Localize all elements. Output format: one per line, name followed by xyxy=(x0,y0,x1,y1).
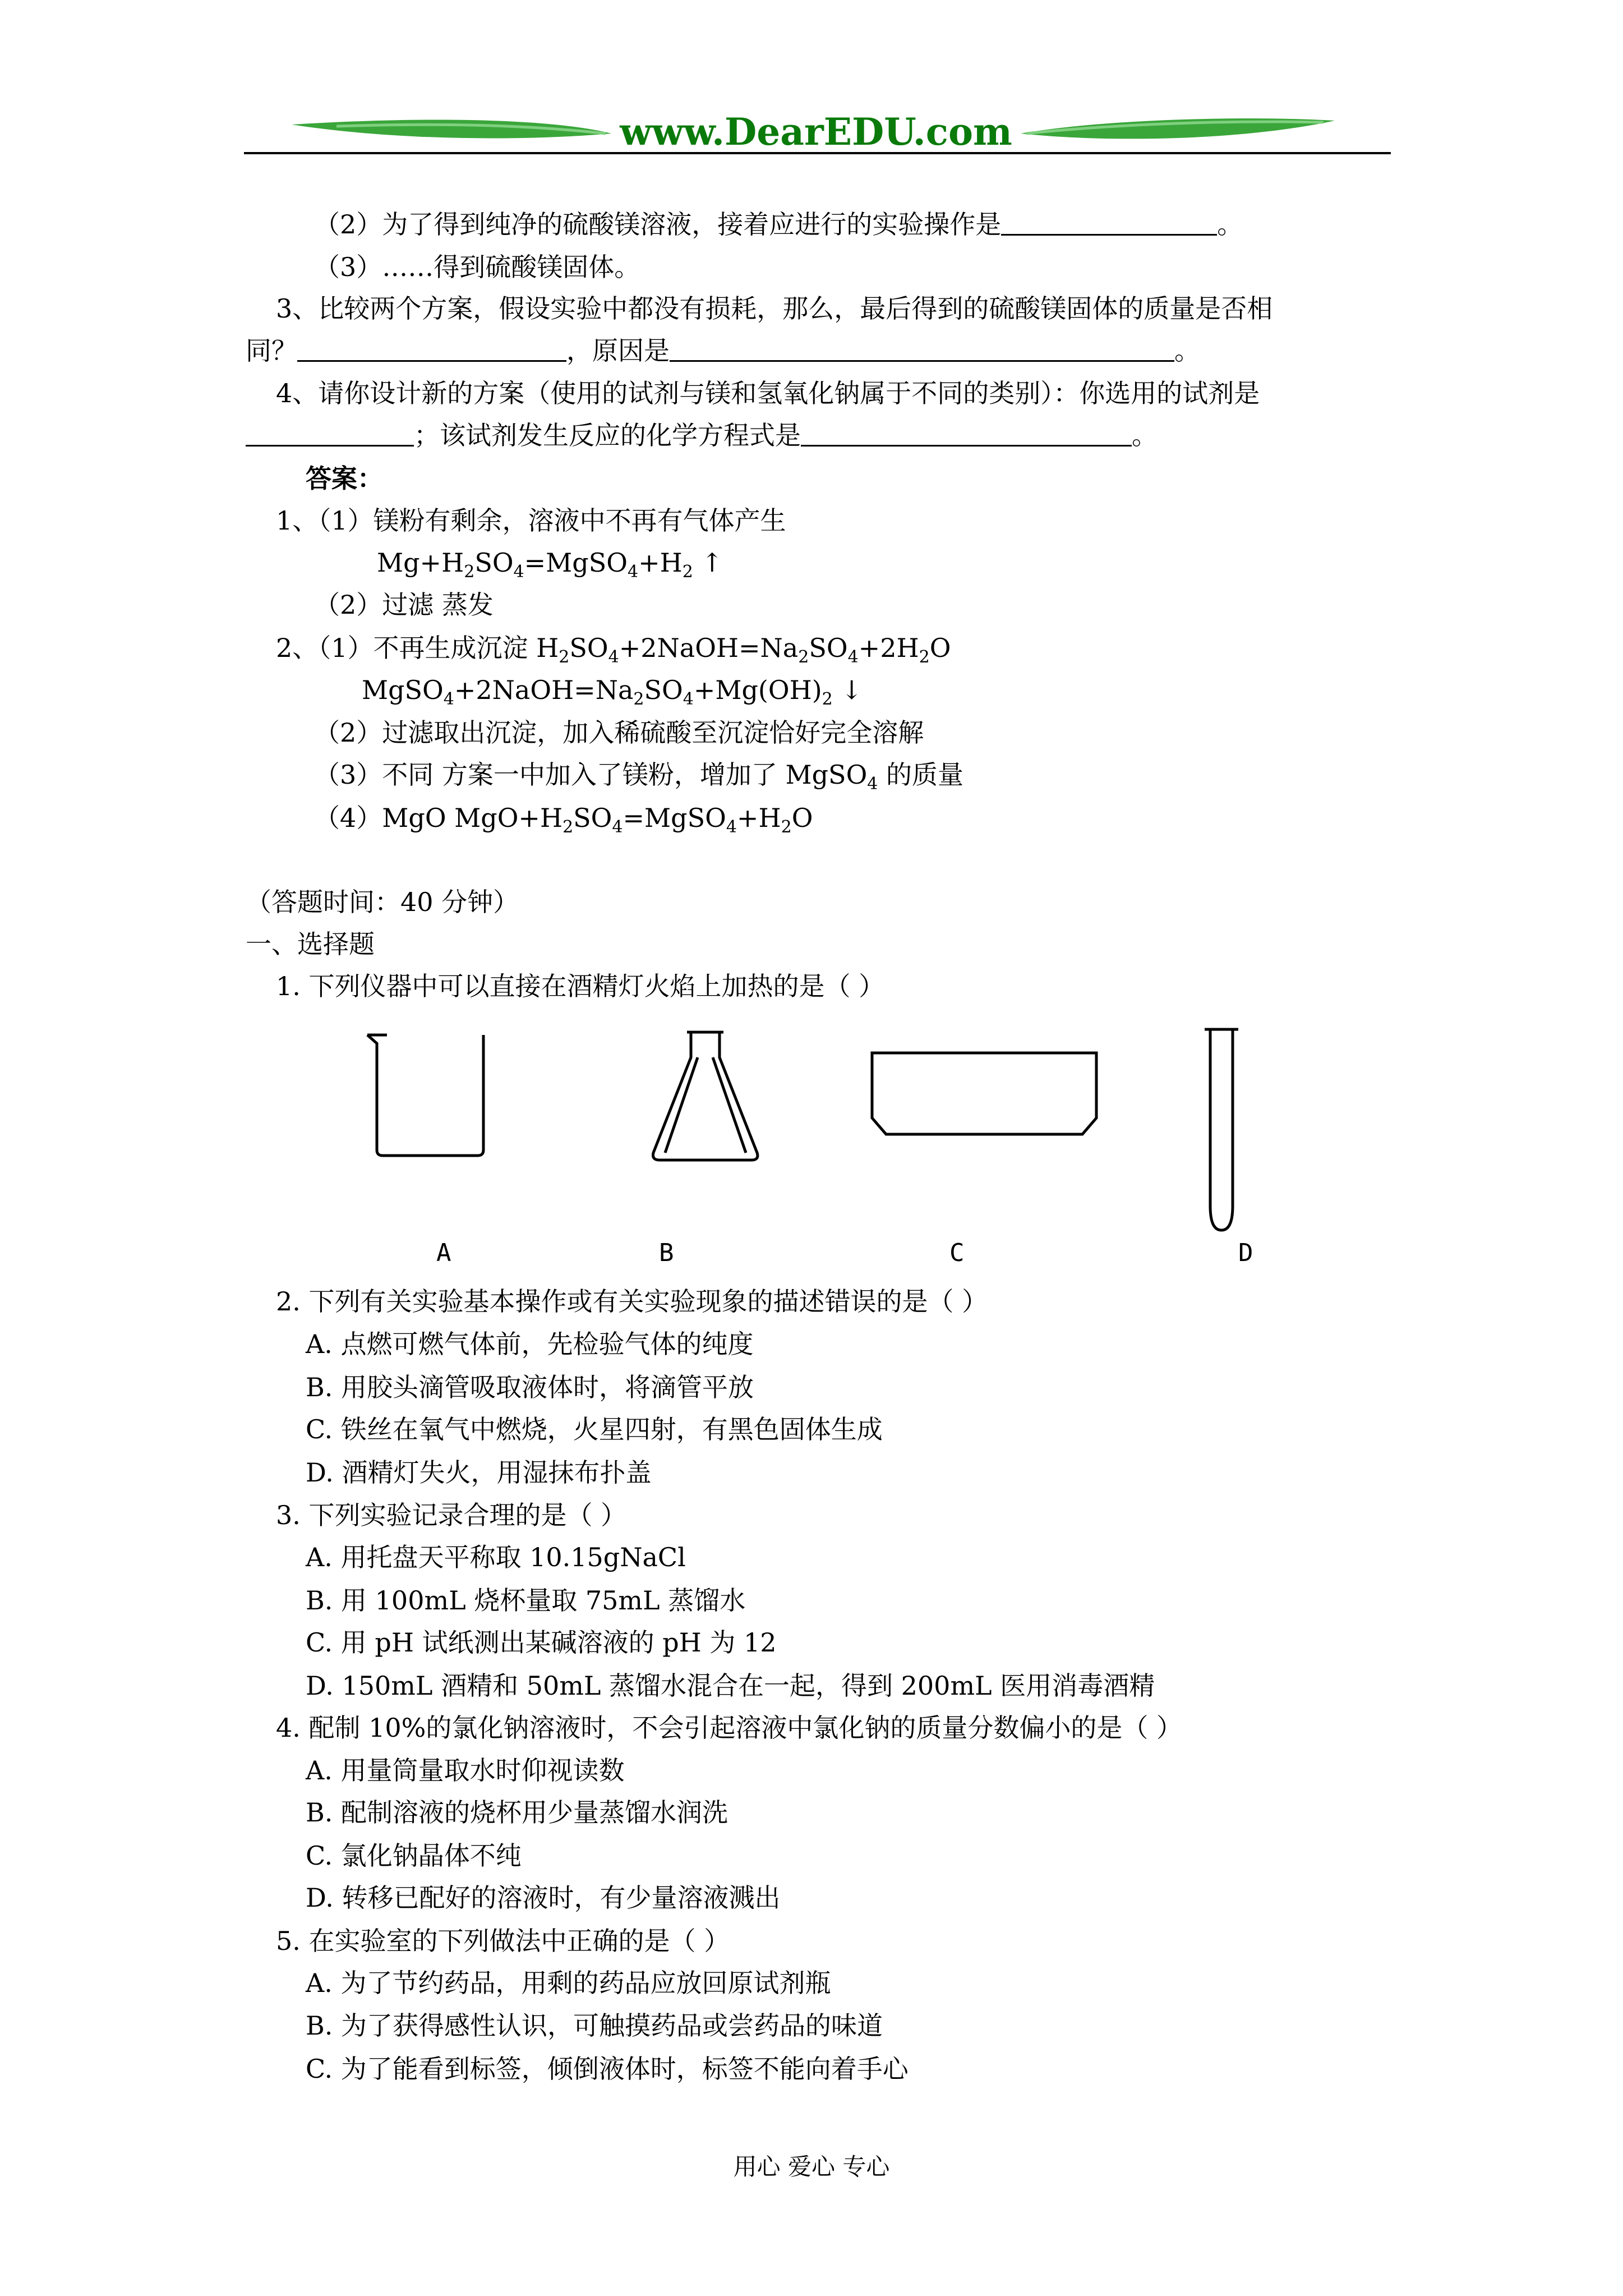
test-tube-icon xyxy=(1205,1029,1238,1230)
question-5: 5. 在实验室的下列做法中正确的是（ ） xyxy=(276,1926,730,1956)
option-label-d: D xyxy=(1238,1239,1253,1267)
text-line: ；该试剂发生反应的化学方程式是 。 xyxy=(246,420,1158,451)
option: B. 为了获得感性认识，可触摸药品或尝药品的味道 xyxy=(306,2010,883,2041)
option: A. 为了节约药品，用剩的药品应放回原试剂瓶 xyxy=(306,1968,831,1998)
answer-line: 1、（1）镁粉有剩余，溶液中不再有气体产生 xyxy=(276,505,786,536)
equation: $MgSO_4+2NaOH=Na_2SO_4+Mg(OH)_2$ ↓ xyxy=(362,675,863,709)
question-3: 3. 下列实验记录合理的是（ ） xyxy=(276,1500,627,1530)
text-line: （2）为了得到纯净的硫酸镁溶液，接着应进行的实验操作是 。 xyxy=(314,209,1243,240)
text-line: 4、请你设计新的方案（使用的试剂与镁和氢氧化钠属于不同的类别）：你选用的试剂是 xyxy=(276,378,1260,408)
option: C. 为了能看到标签，倾倒液体时，标签不能向着手心 xyxy=(306,2054,909,2084)
answer-line: 2、（1）不再生成沉淀 $H_2SO_4+2NaOH=Na_2SO_4+2H_2O$ xyxy=(276,633,951,667)
text-line: 3、比较两个方案，假设实验中都没有损耗，那么，最后得到的硫酸镁固体的质量是否相 xyxy=(276,293,1273,324)
option: A. 用托盘天平称取 10.15gNaCl xyxy=(306,1542,686,1572)
option: B. 用胶头滴管吸取液体时，将滴管平放 xyxy=(306,1372,754,1402)
question-2: 2. 下列有关实验基本操作或有关实验现象的描述错误的是（ ） xyxy=(276,1286,988,1317)
option-label-a: A xyxy=(436,1239,451,1267)
answer-heading: 答案： xyxy=(306,463,383,494)
option: D. 150mL 酒精和 50mL 蒸馏水混合在一起，得到 200mL 医用消毒酒精 xyxy=(306,1671,1155,1701)
option: C. 氯化钠晶体不纯 xyxy=(306,1841,522,1871)
option: D. 酒精灯失火，用湿抹布扑盖 xyxy=(306,1457,652,1488)
option: A. 点燃可燃气体前，先检验气体的纯度 xyxy=(306,1329,754,1359)
option-label-b: B xyxy=(659,1239,674,1267)
text-line: （3）……得到硫酸镁固体。 xyxy=(314,252,640,282)
option: C. 用 pH 试纸测出某碱溶液的 pH 为 12 xyxy=(306,1627,777,1658)
question-1: 1. 下列仪器中可以直接在酒精灯火焰上加热的是（ ） xyxy=(276,971,885,1001)
answer-line: （3）不同 方案一中加入了镁粉，增加了 MgSO$_4$ 的质量 xyxy=(314,760,964,794)
evaporating-dish-icon xyxy=(872,1053,1096,1134)
text-line: 同？ ，原因是 。 xyxy=(246,335,1200,366)
time-note: （答题时间：40 分钟） xyxy=(246,887,519,917)
section-heading: 一、选择题 xyxy=(246,929,375,959)
question-4: 4. 配制 10%的氯化钠溶液时，不会引起溶液中氯化钠的质量分数偏小的是（ ） xyxy=(276,1713,1182,1743)
equation: $Mg+H_2SO_4=MgSO_4+H_2$ ↑ xyxy=(377,547,723,582)
option: D. 转移已配好的溶液时，有少量溶液溅出 xyxy=(306,1883,781,1913)
answer-line: （4）MgO $MgO+H_2SO_4=MgSO_4+H_2O$ xyxy=(314,803,813,837)
answer-line: （2）过滤取出沉淀，加入稀硫酸至沉淀恰好完全溶解 xyxy=(314,717,924,748)
page-footer: 用心 爱心 专心 xyxy=(733,2153,890,2180)
option: A. 用量筒量取水时仰视读数 xyxy=(306,1755,625,1786)
option: C. 铁丝在氧气中燃烧，火星四射，有黑色固体生成 xyxy=(306,1414,883,1444)
option-label-c: C xyxy=(949,1239,965,1267)
conical-flask-icon xyxy=(653,1032,757,1160)
option: B. 用 100mL 烧杯量取 75mL 蒸馏水 xyxy=(306,1585,746,1616)
answer-line: （2）过滤 蒸发 xyxy=(314,590,494,620)
option: B. 配制溶液的烧杯用少量蒸馏水润洗 xyxy=(306,1797,728,1828)
logo-text: www.DearEDU.com xyxy=(620,110,1012,154)
beaker-icon xyxy=(367,1035,483,1156)
